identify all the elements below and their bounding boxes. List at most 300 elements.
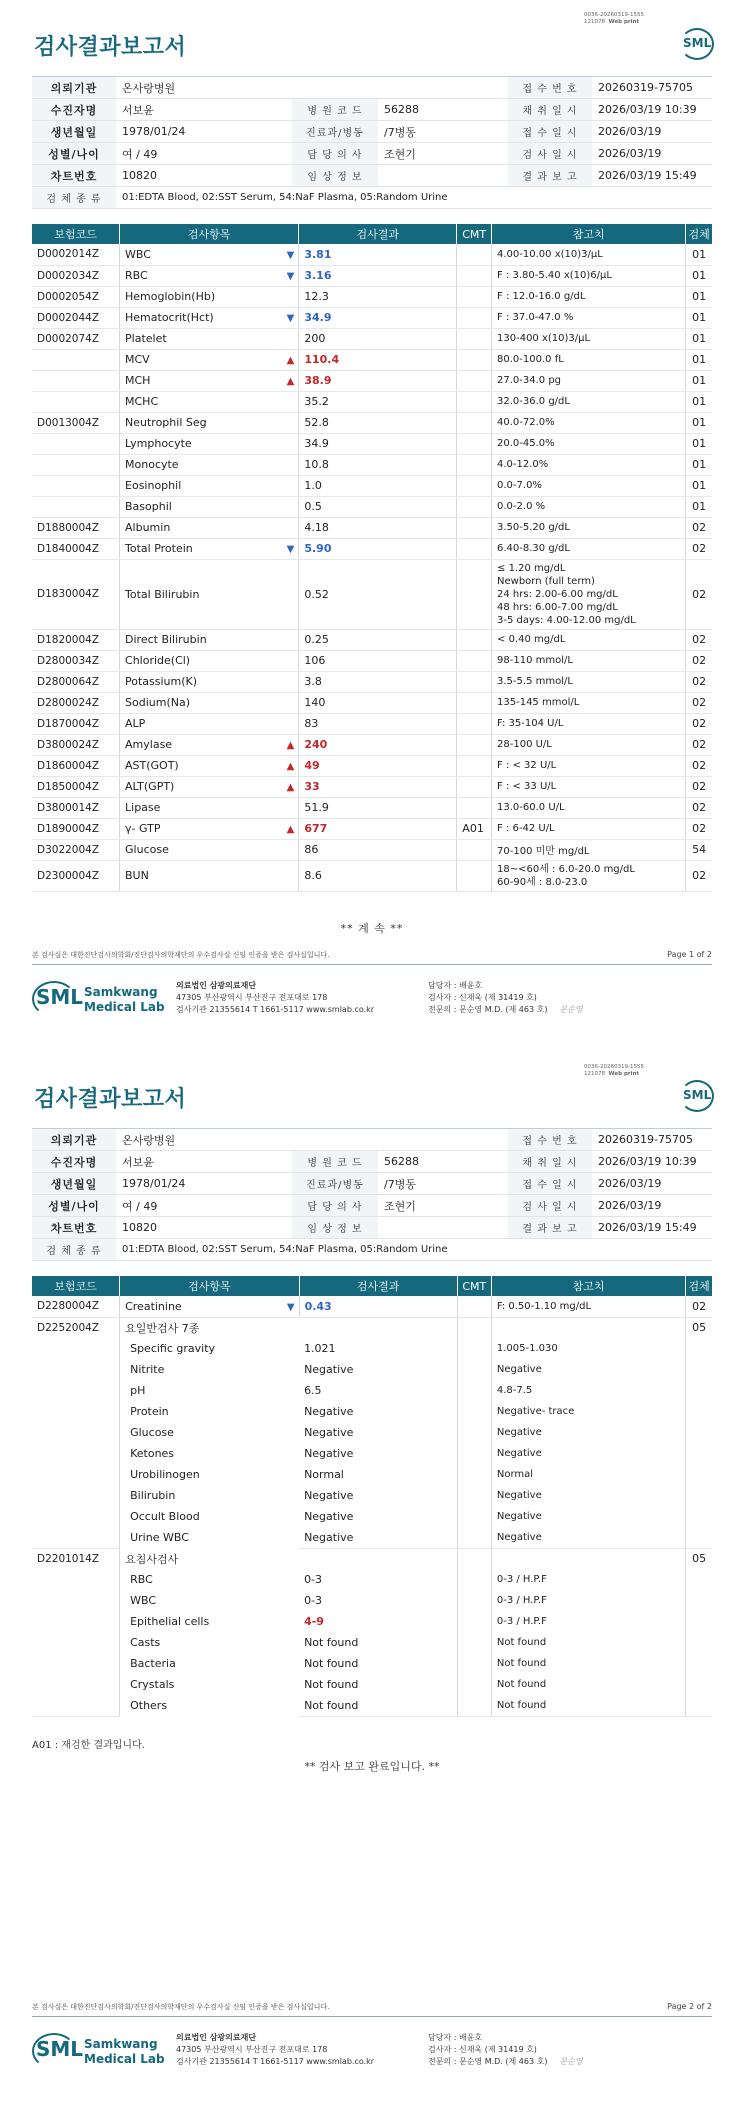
lab-address: 의료법인 삼광의료재단 47305 부산광역시 부산진구 전포대로 178 검사기관 21355614 T 1661-5117 www.smlab.co.kr: [176, 981, 375, 1014]
test-name: Neutrophil Seg: [120, 412, 280, 433]
test-name: Specific gravity: [130, 1342, 216, 1355]
reference-range: 28-100 U/L: [492, 734, 686, 755]
test-result: Negative: [299, 1485, 457, 1506]
table-row: [32, 1422, 712, 1443]
reference-range: F : 6-42 U/L: [492, 818, 686, 839]
reference-range: 20.0-45.0%: [492, 433, 686, 454]
test-result: 5.90: [299, 538, 457, 559]
table-row: [32, 1359, 712, 1380]
continue-note: ** 계 속 **: [340, 922, 404, 935]
receipt-no-value: 20260319-75705: [592, 77, 712, 99]
flag-cell: [280, 797, 299, 818]
insurance-code: D0002044Z: [32, 307, 120, 328]
reference-range: Not found: [491, 1674, 685, 1695]
reference-range: Normal: [491, 1464, 685, 1485]
specimen-code: 02: [686, 650, 712, 671]
table-row: [32, 370, 712, 391]
arrow-down-icon: ▼: [286, 249, 295, 261]
insurance-code: D2300004Z: [32, 860, 120, 891]
page-number: Page 2 of 2: [667, 2002, 712, 2011]
flag-cell: [280, 517, 299, 538]
table-row: [32, 1485, 712, 1506]
test-name: Monocyte: [120, 454, 280, 475]
flag-down-icon: [280, 1296, 299, 1317]
cmt-code: [457, 349, 492, 370]
test-name: AST(GOT): [120, 755, 280, 776]
table-row: [32, 1674, 712, 1695]
table-row: [32, 839, 712, 860]
test-result: 0-3: [299, 1569, 457, 1590]
specimen-code: 02: [686, 538, 712, 559]
table-row: [32, 328, 712, 349]
table-row: [32, 454, 712, 475]
test-result: 4-9: [299, 1611, 457, 1632]
test-name: Hemoglobin(Hb): [120, 286, 280, 307]
insurance-code: D3022004Z: [32, 839, 120, 860]
specimen-code: 02: [686, 559, 712, 629]
table-row: [32, 671, 712, 692]
table-row: [32, 1653, 712, 1674]
cmt-code: [457, 797, 492, 818]
flag-up-icon: [280, 776, 299, 797]
test-result: 110.4: [299, 349, 457, 370]
insurance-code: D0002074Z: [32, 328, 120, 349]
test-name: RBC: [120, 265, 280, 286]
test-name: MCHC: [120, 391, 280, 412]
table-row: [32, 797, 712, 818]
reference-range: Not found: [491, 1653, 685, 1674]
reference-range: ≤ 1.20 mg/dL Newborn (full term) 24 hrs: 2.00-6.00 mg/dL 48 hrs: 6.00-7.00 mg/dL 3-5 days: 4.00-12.00 mg/dL: [492, 559, 686, 629]
reference-range: F : 3.80-5.40 x(10)6/μL: [492, 265, 686, 286]
cmt-code: [457, 391, 492, 412]
test-result: 3.8: [299, 671, 457, 692]
report-page-2: 0036-20260319-1555 121078 Web print 검사결과보고서 SML 의뢰기관 온사랑병원 접 수 번 호 20260319-75705 수진자명 서보윤 병 원 코 드 56288 채 취 일 시 2026/03/19 10:39 생년월일 1978/01/24 진료과/병동 /7병동 접 수 일 시 2026/03/19 성별/나이 여 / 49 담 당 의 사 조현기 검 사 일 시 2026/03/19 차트번호 10820 임 상 정 보 결 과 보 고 2026/03/19 15:49 검 체 종 류 01:EDTA Blood, 02:SST Serum, 54:NaF Plasma, 05:Random Urine 보험코드 검사항목 검사결과 CMT 참고치 검체 D2280004Z Creatinine ▼ 0.43 F: 0.50-1.10 mg/dL 02 D2252004Z 요일반검사 7종 05 Specific gravity 1.021 1.005-1.030 Nitrite Negative Negative pH 6.5 4.8-7.5 Protein Negative Negative- trace Glucose Negative Negative Ketones Negative Negative Urobilinogen Normal Normal Bilirubin Negative Negative Occult Blood Negative Negative Urine WBC Negative Negative D2201014Z 요침사검사 05 RBC 0-3 0-3 / H.P.F WBC 0-3 0-3 / H.P.F Epithelial cells 4-9 0-3 / H.P.F Casts Not found Not found Bacteria Not found Not found Crystals Not found Not found Others Not found Not found A01 : 재검한 결과입니다. ** 검사 보고 완료입니다. ** 본 검사실은 대한진단검사의학회/진단검사의학재단의 우수검사실 신임 인증을 받은 검사실입니다. Page 2 of 2 SML Samkwang Medical Lab 의료법인 삼광의료재단 47305 부산광역시 부산진구 전포대로 178 검사기관 21355614 T 1661-5117 www.smlab.co.kr 담당자 : 배윤호 검사자 : 신재욱 (제 31419 호) 전문의 : 문순영 M.D. (제 463 호) 문순영: [0, 1052, 744, 2104]
flag-up-icon: [280, 734, 299, 755]
test-name: Eosinophil: [120, 475, 280, 496]
reference-range: F: 0.50-1.10 mg/dL: [491, 1296, 685, 1317]
cmt-code: [457, 244, 492, 265]
specimen-types: 01:EDTA Blood, 02:SST Serum, 54:NaF Plasma, 05:Random Urine: [116, 187, 712, 209]
patient-info-table: 의뢰기관 온사랑병원 접 수 번 호 20260319-75705 수진자명 서보윤 병 원 코 드 56288 채 취 일 시 2026/03/19 10:39 생년월일 1978/01/24 진료과/병동 /7병동 접 수 일 시 2026/03/19 성별/나이 여 / 49 담 당 의 사 조현기 검 사 일 시 2026/03/19 차트번호 10820 임 상 정 보 결 과 보 고 2026/03/19 15:49 검 체 종 류 01:EDTA Blood, 02:SST Serum, 54:NaF Plasma, 05:Random Urine: [32, 76, 712, 209]
sml-logo: SML: [680, 28, 714, 60]
cmt-code: A01: [457, 818, 492, 839]
arrow-up-icon: ▲: [286, 376, 295, 387]
test-name: Platelet: [120, 328, 280, 349]
flag-cell: [280, 650, 299, 671]
specimen-code: 02: [686, 797, 712, 818]
test-result: Negative: [299, 1359, 457, 1380]
test-result: 0.25: [299, 629, 457, 650]
test-name: Total Protein: [120, 538, 280, 559]
reference-range: Not found: [491, 1632, 685, 1653]
test-name: BUN: [120, 860, 280, 891]
test-result: Negative: [299, 1422, 457, 1443]
test-name: Chloride(Cl): [120, 650, 280, 671]
cmt-code: [457, 734, 492, 755]
flag-cell: [280, 559, 299, 629]
reference-range: Negative: [491, 1527, 685, 1548]
specimen-code: 01: [686, 328, 712, 349]
report-title: 검사결과보고서: [34, 1087, 187, 1112]
test-result: Not found: [299, 1653, 457, 1674]
test-result: 240: [299, 734, 457, 755]
table-row: [32, 1569, 712, 1590]
sml-logo: SML: [680, 1080, 714, 1112]
table-row: [32, 1527, 712, 1548]
reference-range: F : < 33 U/L: [492, 776, 686, 797]
arrow-up-icon: ▲: [286, 782, 295, 793]
report-complete-note: ** 검사 보고 완료입니다. **: [304, 1760, 440, 1773]
print-meta: 0036-20260319-1555 121078 Web print: [584, 1064, 644, 1077]
test-name: Urobilinogen: [130, 1468, 200, 1481]
insurance-code: D2280004Z: [32, 1296, 120, 1317]
test-name: Crystals: [130, 1678, 175, 1691]
test-result: 3.81: [299, 244, 457, 265]
flag-up-icon: [280, 349, 299, 370]
table-row: [32, 307, 712, 328]
table-row: [32, 286, 712, 307]
table-row: [32, 1401, 712, 1422]
insurance-code: D0002054Z: [32, 286, 120, 307]
reference-range: 0.0-2.0 %: [492, 496, 686, 517]
cmt-code: [457, 307, 492, 328]
test-name: WBC: [120, 244, 280, 265]
test-name: γ- GTP: [120, 818, 280, 839]
specimen-code: 05: [692, 1552, 707, 1566]
test-name: Bilirubin: [130, 1489, 176, 1502]
lab-staff: 담당자 : 배윤호 검사자 : 신재욱 (제 31419 호) 전문의 : 문순영 M.D. (제 463 호) 문순영: [428, 981, 583, 1014]
flag-cell: [280, 286, 299, 307]
arrow-up-icon: ▲: [286, 355, 295, 366]
test-result: 34.9: [299, 307, 457, 328]
test-result: 38.9: [299, 370, 457, 391]
specimen-code: 02: [686, 860, 712, 891]
insurance-code: D0013004Z: [32, 412, 120, 433]
test-name: Others: [130, 1699, 168, 1712]
results-table-page-1: 보험코드 검사항목 검사결과 CMT 참고치 검체 D0002014Z WBC ▼ 3.81 4.00-10.00 x(10)3/μL 01 D0002034Z RBC ▼ 3.16 F : 3.80-5.40 x(10)6/μL 01 D0002054Z Hemoglobin(Hb) 12.3 F : 12.0-16.0 g/dL 01 D0002044Z Hematocrit(Hct) ▼ 34.9 F : 37.0-47.0 % 01 D0002074Z Platelet 200 130-400 x(10)3/μL 01 MCV ▲ 110.4 80.0-100.0 fL 01 MCH ▲ 38.9 27.0-34.0 pg 01 MCHC 35.2 32.0-36.0 g/dL 01 D0013004Z Neutrophil Seg 52.8 40.0-72.0% 01 Lymphocyte 34.9 20.0-45.0% 01 Monocyte 10.8 4.0-12.0% 01 Eosinophil 1.0 0.0-7.0% 01 Basophil 0.5 0.0-2.0 % 01 D1880004Z Albumin 4.18 3.50-5.20 g/dL 02 D1840004Z Total Protein ▼ 5.90 6.40-8.30 g/dL 02 D1830004Z Total Bilirubin 0.52 ≤ 1.20 mg/dL Newborn (full term) 24 hrs: 2.00-6.00 mg/dL 48 hrs: 6.00-7.00 mg/dL 3-5 days: 4.00-12.00 mg/dL 02 D1820004Z Direct Bilirubin 0.25 < 0.40 mg/dL 02 D2800034Z Chloride(Cl) 106 98-110 mmol/L 02 D2800064Z Potassium(K) 3.8 3.5-5.5 mmol/L 02 D2800024Z Sodium(Na) 140 135-145 mmol/L 02 D1870004Z ALP 83 F: 35-104 U/L 02 D3800024Z Amylase ▲ 240 28-100 U/L 02 D1860004Z AST(GOT) ▲ 49 F : < 32 U/L 02 D1850004Z ALT(GPT) ▲ 33 F : < 33 U/L 02 D3800014Z Lipase 51.9 13.0-60.0 U/L 02 D1890004Z γ- GTP ▲ 677 A01 F : 6-42 U/L 02 D3022004Z Glucose 86 70-100 미만 mg/dL 54 D2300004Z BUN 8.6 18~<60세 : 6.0-20.0 mg/dL 60-90세 : 8.0-23.0 02: [32, 224, 712, 892]
reference-range: 18~<60세 : 6.0-20.0 mg/dL 60-90세 : 8.0-23.0: [492, 860, 686, 891]
test-result: Not found: [299, 1695, 457, 1716]
test-result: Not found: [299, 1674, 457, 1695]
flag-down-icon: [280, 244, 299, 265]
table-row: [32, 349, 712, 370]
specimen-code: 02: [686, 818, 712, 839]
reference-range: 98-110 mmol/L: [492, 650, 686, 671]
institution-value: 온사랑병원: [116, 77, 292, 99]
cmt-code: [457, 496, 492, 517]
reference-range: 4.00-10.00 x(10)3/μL: [492, 244, 686, 265]
lab-staff: 담당자 : 배윤호 검사자 : 신재욱 (제 31419 호) 전문의 : 문순영 M.D. (제 463 호) 문순영: [428, 2033, 583, 2066]
insurance-code: D1850004Z: [32, 776, 120, 797]
group-header-row: [32, 1317, 712, 1338]
results-table-page-2: 보험코드 검사항목 검사결과 CMT 참고치 검체 D2280004Z Creatinine ▼ 0.43 F: 0.50-1.10 mg/dL 02 D2252004Z 요일반검사 7종 05 Specific gravity 1.021 1.005-1.030 Nitrite Negative Negative pH 6.5 4.8-7.5 Protein Negative Negative- trace Glucose Negative Negative Ketones Negative Negative Urobilinogen Normal Normal Bilirubin Negative Negative Occult Blood Negative Negative Urine WBC Negative Negative D2201014Z 요침사검사 05 RBC 0-3 0-3 / H.P.F WBC 0-3 0-3 / H.P.F Epithelial cells 4-9 0-3 / H.P.F Casts Not found Not found Bacteria Not found Not found Crystals Not found Not found Others Not found Not found: [32, 1276, 712, 1717]
specimen-code: 02: [686, 671, 712, 692]
flag-cell: [280, 454, 299, 475]
reference-range: F : 12.0-16.0 g/dL: [492, 286, 686, 307]
insurance-code: D3800014Z: [32, 797, 120, 818]
test-result: 1.0: [299, 475, 457, 496]
cmt-code: [457, 671, 492, 692]
test-result: 0.43: [299, 1296, 457, 1317]
insurance-code: [32, 391, 120, 412]
flag-cell: [280, 496, 299, 517]
print-meta: 0036-20260319-1555 121078 Web print: [584, 12, 644, 25]
cmt-code: [457, 860, 492, 891]
test-result: 0.5: [299, 496, 457, 517]
test-name: Lipase: [120, 797, 280, 818]
cmt-code: [457, 265, 492, 286]
insurance-code: D1840004Z: [32, 538, 120, 559]
insurance-code: D1880004Z: [32, 517, 120, 538]
cmt-code: [457, 475, 492, 496]
test-name: pH: [130, 1384, 146, 1397]
test-name: Urine WBC: [130, 1531, 189, 1544]
test-name: Basophil: [120, 496, 280, 517]
test-name: Casts: [130, 1636, 161, 1649]
cmt-code: [457, 517, 492, 538]
reference-range: < 0.40 mg/dL: [492, 629, 686, 650]
cmt-code: [457, 433, 492, 454]
flag-up-icon: [280, 370, 299, 391]
table-row: [32, 713, 712, 734]
arrow-down-icon: ▼: [286, 544, 295, 555]
reference-range: 13.0-60.0 U/L: [492, 797, 686, 818]
table-row: [32, 517, 712, 538]
cmt-code: [457, 629, 492, 650]
reference-range: 130-400 x(10)3/μL: [492, 328, 686, 349]
test-result: 83: [299, 713, 457, 734]
cmt-code: [457, 650, 492, 671]
flag-cell: [280, 475, 299, 496]
insurance-code: [32, 370, 120, 391]
flag-cell: [280, 629, 299, 650]
flag-up-icon: [280, 755, 299, 776]
reference-range: 0.0-7.0%: [492, 475, 686, 496]
test-name: RBC: [130, 1573, 153, 1586]
test-name: Bacteria: [130, 1657, 176, 1670]
cmt-code: [457, 776, 492, 797]
table-row: [32, 1632, 712, 1653]
test-result: Negative: [299, 1527, 457, 1548]
cmt-code: [457, 286, 492, 307]
test-result: Not found: [299, 1632, 457, 1653]
report-title: 검사결과보고서: [34, 35, 187, 60]
group-header-row: [32, 1548, 712, 1569]
table-row: [32, 1443, 712, 1464]
test-name: Direct Bilirubin: [120, 629, 280, 650]
insurance-code: D2800034Z: [32, 650, 120, 671]
lab-address: 의료법인 삼광의료재단 47305 부산광역시 부산진구 전포대로 178 검사기관 21355614 T 1661-5117 www.smlab.co.kr: [176, 2033, 375, 2066]
test-name: Glucose: [130, 1426, 174, 1439]
insurance-code: [32, 496, 120, 517]
cmt-code: [457, 370, 492, 391]
insurance-code: D1820004Z: [32, 629, 120, 650]
specimen-code: 54: [686, 839, 712, 860]
test-name: Protein: [130, 1405, 169, 1418]
insurance-code: D0002034Z: [32, 265, 120, 286]
test-result: 12.3: [299, 286, 457, 307]
test-result: 33: [299, 776, 457, 797]
specimen-code: 01: [686, 349, 712, 370]
insurance-code: D1860004Z: [32, 755, 120, 776]
table-row: [32, 650, 712, 671]
specimen-code: 02: [686, 629, 712, 650]
reference-range: 0-3 / H.P.F: [491, 1590, 685, 1611]
reference-range: 32.0-36.0 g/dL: [492, 391, 686, 412]
flag-cell: [280, 328, 299, 349]
group-title: 요침사검사: [125, 1552, 179, 1566]
table-row: [32, 496, 712, 517]
reference-range: 6.40-8.30 g/dL: [492, 538, 686, 559]
test-result: 140: [299, 692, 457, 713]
reference-range: Negative: [491, 1359, 685, 1380]
group-title: 요일반검사 7종: [125, 1321, 200, 1335]
test-name: Lymphocyte: [120, 433, 280, 454]
table-row: [32, 1590, 712, 1611]
test-name: Amylase: [120, 734, 280, 755]
test-name: MCV: [120, 349, 280, 370]
test-name: Glucose: [120, 839, 280, 860]
insurance-code: [32, 475, 120, 496]
specimen-code: 01: [686, 307, 712, 328]
page-number: Page 1 of 2: [667, 950, 712, 959]
specimen-code: 02: [686, 755, 712, 776]
table-row: [32, 1380, 712, 1401]
insurance-code: D0002014Z: [32, 244, 120, 265]
table-row: [32, 1464, 712, 1485]
specimen-code: 02: [686, 776, 712, 797]
specimen-code: 01: [686, 496, 712, 517]
cmt-code: [457, 692, 492, 713]
test-result: 4.18: [299, 517, 457, 538]
table-row: [32, 1338, 712, 1359]
test-result: Normal: [299, 1464, 457, 1485]
reference-range: Negative: [491, 1485, 685, 1506]
flag-cell: [280, 391, 299, 412]
test-result: Negative: [299, 1506, 457, 1527]
cmt-code: [457, 454, 492, 475]
test-name: Ketones: [130, 1447, 175, 1460]
test-result: 0.52: [299, 559, 457, 629]
table-row: [32, 475, 712, 496]
arrow-up-icon: ▲: [286, 740, 295, 751]
reference-range: 70-100 미만 mg/dL: [492, 839, 686, 860]
flag-down-icon: [280, 538, 299, 559]
cmt-code: [457, 713, 492, 734]
reference-range: 3.50-5.20 g/dL: [492, 517, 686, 538]
patient-info-table: 의뢰기관 온사랑병원 접 수 번 호 20260319-75705 수진자명 서보윤 병 원 코 드 56288 채 취 일 시 2026/03/19 10:39 생년월일 1978/01/24 진료과/병동 /7병동 접 수 일 시 2026/03/19 성별/나이 여 / 49 담 당 의 사 조현기 검 사 일 시 2026/03/19 차트번호 10820 임 상 정 보 결 과 보 고 2026/03/19 15:49 검 체 종 류 01:EDTA Blood, 02:SST Serum, 54:NaF Plasma, 05:Random Urine: [32, 1128, 712, 1261]
table-row: [32, 412, 712, 433]
arrow-up-icon: ▲: [286, 824, 295, 835]
table-row: [32, 776, 712, 797]
flag-cell: [280, 713, 299, 734]
test-name: Sodium(Na): [120, 692, 280, 713]
accreditation-disclaimer: 본 검사실은 대한진단검사의학회/진단검사의학재단의 우수검사실 신임 인증을 받은 검사실입니다.: [32, 2003, 330, 2011]
test-name: Albumin: [120, 517, 280, 538]
recheck-note: A01 : 재검한 결과입니다.: [32, 1740, 145, 1751]
flag-cell: [280, 671, 299, 692]
specimen-code: 02: [686, 713, 712, 734]
specimen-code: 01: [686, 475, 712, 496]
test-result: Negative: [299, 1401, 457, 1422]
specimen-code: 01: [686, 370, 712, 391]
table-row: [32, 860, 712, 891]
accreditation-disclaimer: 본 검사실은 대한진단검사의학회/진단검사의학재단의 우수검사실 신임 인증을 받은 검사실입니다.: [32, 951, 330, 959]
test-result: 51.9: [299, 797, 457, 818]
arrow-down-icon: ▼: [286, 1301, 295, 1313]
flag-cell: [280, 412, 299, 433]
reference-range: 4.0-12.0%: [492, 454, 686, 475]
specimen-code: 05: [692, 1321, 707, 1335]
reference-range: F: 35-104 U/L: [492, 713, 686, 734]
cmt-code: [457, 1296, 491, 1317]
reference-range: 27.0-34.0 pg: [492, 370, 686, 391]
specimen-code: 01: [686, 454, 712, 475]
specimen-code: 02: [686, 692, 712, 713]
test-name: Occult Blood: [130, 1510, 200, 1523]
table-row: [32, 755, 712, 776]
reference-range: 4.8-7.5: [491, 1380, 685, 1401]
test-result: 8.6: [299, 860, 457, 891]
test-result: 10.8: [299, 454, 457, 475]
table-row: [32, 391, 712, 412]
test-name: Nitrite: [130, 1363, 165, 1376]
insurance-code: D2800024Z: [32, 692, 120, 713]
table-row: [32, 734, 712, 755]
reference-range: Negative: [491, 1506, 685, 1527]
test-name: ALT(GPT): [120, 776, 280, 797]
cmt-code: [457, 328, 492, 349]
reference-range: Negative: [491, 1422, 685, 1443]
reference-range: 0-3 / H.P.F: [491, 1569, 685, 1590]
reference-range: 80.0-100.0 fL: [492, 349, 686, 370]
test-result: 52.8: [299, 412, 457, 433]
table-row: [32, 818, 712, 839]
test-name: MCH: [120, 370, 280, 391]
table-row: [32, 1611, 712, 1632]
insurance-code: D2252004Z: [32, 1317, 120, 1338]
signature: 문순영: [559, 2057, 583, 2066]
test-result: 6.5: [299, 1380, 457, 1401]
flag-cell: [280, 433, 299, 454]
test-result: 0-3: [299, 1590, 457, 1611]
cmt-code: [457, 559, 492, 629]
specimen-code: 01: [686, 433, 712, 454]
reference-range: F : 37.0-47.0 %: [492, 307, 686, 328]
reference-range: 40.0-72.0%: [492, 412, 686, 433]
table-row: [32, 1695, 712, 1716]
test-name: Creatinine: [120, 1296, 280, 1317]
test-result: Negative: [299, 1443, 457, 1464]
table-row: [32, 265, 712, 286]
table-row: [32, 559, 712, 629]
test-name: Epithelial cells: [130, 1615, 210, 1628]
test-result: 200: [299, 328, 457, 349]
table-row: [32, 692, 712, 713]
specimen-code: 02: [686, 517, 712, 538]
specimen-code: 01: [686, 391, 712, 412]
insurance-code: D2800064Z: [32, 671, 120, 692]
reference-range: 135-145 mmol/L: [492, 692, 686, 713]
flag-down-icon: [280, 265, 299, 286]
test-name: Total Bilirubin: [120, 559, 280, 629]
flag-cell: [280, 839, 299, 860]
test-result: 677: [299, 818, 457, 839]
specimen-code: 01: [686, 286, 712, 307]
table-row: [32, 433, 712, 454]
test-result: 3.16: [299, 265, 457, 286]
reference-range: Negative- trace: [491, 1401, 685, 1422]
